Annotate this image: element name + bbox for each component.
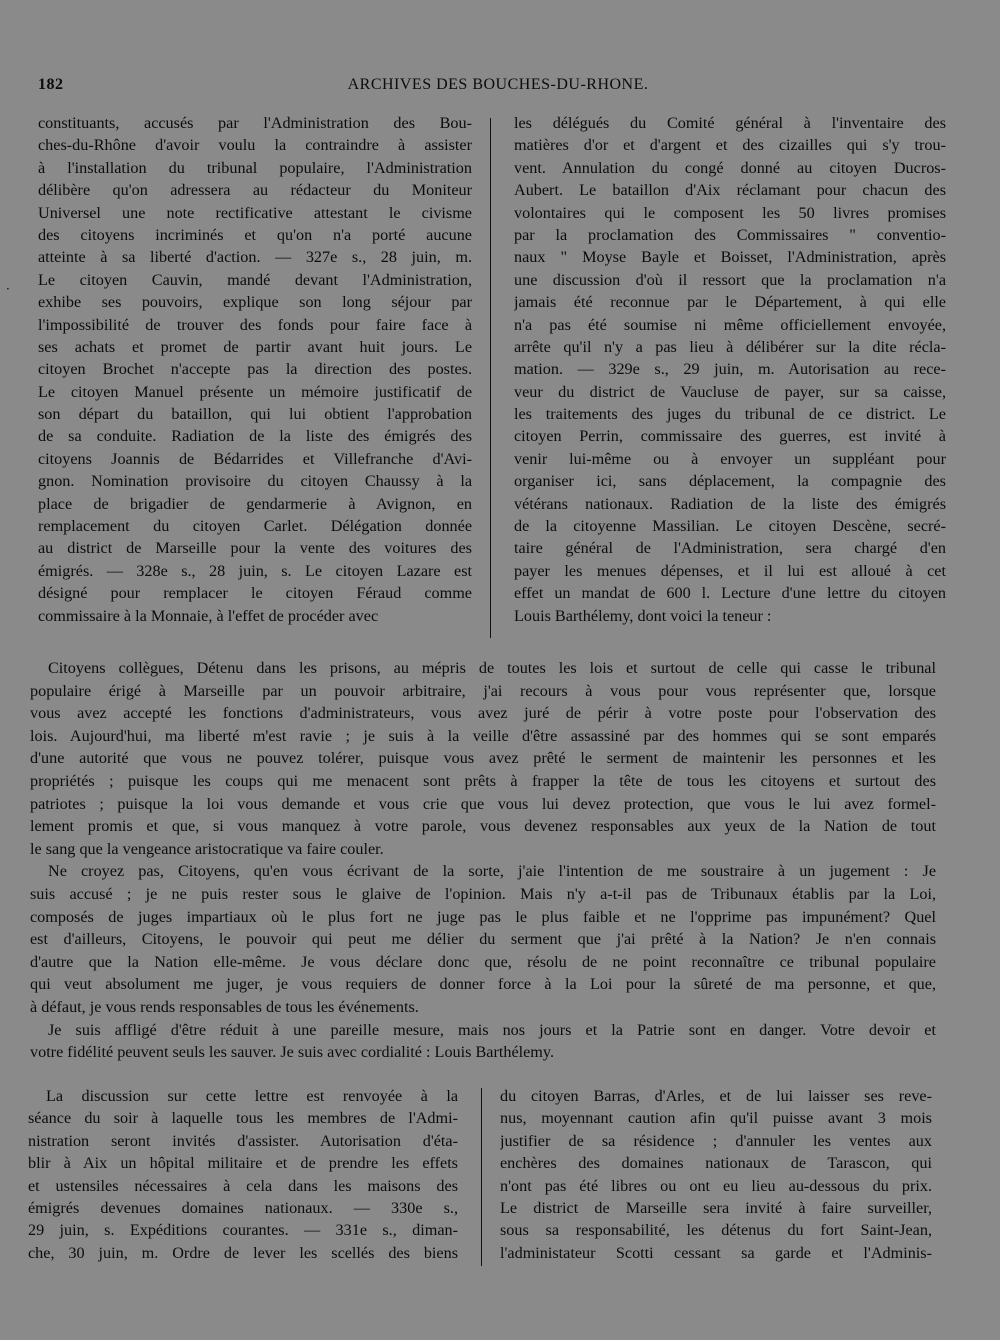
text-line: nus, moyennant caution afin qu'il puisse avant 3 mois bbox=[500, 1109, 932, 1128]
text-line: patriotes ; puisque la loi vous demande et vous crie que vous lui devez protection, que vous le lui avez formel- bbox=[30, 794, 936, 813]
text-line: commissaire à la Monnaie, à l'effet de procéder avec bbox=[38, 606, 379, 625]
text-line: Universel une note rectificative attestant le civisme bbox=[38, 203, 472, 222]
page-header bbox=[38, 76, 958, 100]
text-line: votre fidélité peuvent seuls les sauver. Je suis avec cordialité : Louis Barthélemy. bbox=[30, 1043, 554, 1062]
text-line: citoyen Perrin, commissaire des guerres, est invité à bbox=[514, 427, 946, 446]
text-line: vent. Annulation du congé donné au citoyen Ducros- bbox=[514, 158, 946, 177]
text-line: citoyen Brochet n'accepte pas la direction des postes. bbox=[38, 360, 472, 379]
text-line: séance du soir à laquelle tous les membres de l'Admi- bbox=[28, 1109, 458, 1128]
text-line: le sang que la vengeance aristocratique va faire couler. bbox=[30, 839, 384, 858]
column-divider-bottom bbox=[481, 1088, 482, 1266]
text-line: enchères des domaines nationaux de Tarascon, qui bbox=[500, 1154, 932, 1173]
text-line: vous avez accepté les fonctions d'administrateurs, vous avez juré de périr à votre poste pour l'observation des bbox=[30, 704, 936, 723]
text-line: Ne croyez pas, Citoyens, qu'en vous écrivant de la sorte, j'aie l'intention de me soustraire à un jugement : Je bbox=[48, 862, 936, 881]
text-line: Aubert. Le bataillon d'Aix réclamant pour chacun des bbox=[514, 181, 946, 200]
text-line: naux " Moyse Bayle et Boisset, l'Administration, après bbox=[514, 248, 946, 267]
text-line: et ustensiles nécessaires à cela dans les maisons des bbox=[28, 1176, 458, 1195]
text-line: une discussion d'où il ressort que la proclamation n'a bbox=[514, 270, 946, 289]
text-line: de sa conduite. Radiation de la liste des émigrés des bbox=[38, 427, 472, 446]
text-line: Louis Barthélemy, dont voici la teneur : bbox=[514, 606, 772, 625]
text-line: constituants, accusés par l'Administration des Bou- bbox=[38, 114, 472, 132]
column-divider-top bbox=[490, 118, 491, 638]
text-line: émigrés. — 328e s., 28 juin, s. Le citoyen Lazare est bbox=[38, 561, 472, 580]
running-title: ARCHIVES DES BOUCHES-DU-RHONE. bbox=[347, 76, 649, 93]
text-line: populaire érigé à Marseille par un pouvoir arbitraire, j'ai recours à vous pour vous représenter que, lorsque bbox=[30, 681, 936, 700]
text-line: sous sa responsabilité, les détenus du fort Saint-Jean, bbox=[500, 1221, 932, 1240]
text-line: est d'ailleurs, Citoyens, le pouvoir qui peut me délier du serment que j'ai prêté à la Nation? Je n'en connais bbox=[30, 930, 936, 949]
text-line: n'ont pas été libres ou ont eu lieu au-dessous du prix. bbox=[500, 1176, 932, 1195]
text-line: atteinte à sa liberté d'action. — 327e s., 28 juin, m. bbox=[38, 248, 472, 267]
text-line: son départ du bataillon, qui lui obtient l'approbation bbox=[38, 405, 472, 424]
text-line: blir à Aix un hôpital militaire et de prendre les effets bbox=[28, 1154, 458, 1173]
text-line: à défaut, je vous rends responsables de tous les événements. bbox=[30, 997, 419, 1016]
bottom-right-column bbox=[500, 1085, 932, 1264]
text-line: matières d'or et d'argent et des cizailles qui s'y trou- bbox=[514, 136, 946, 155]
text-line: l'impossibilité de trouver des fonds pour faire face à bbox=[38, 315, 472, 334]
text-line: citoyens Joannis de Bédarrides et Villefranche d'Avi- bbox=[38, 449, 472, 468]
text-line: n'a pas été soumise ni même officiellement envoyée, bbox=[514, 315, 946, 334]
text-line: ses achats et promet de partir avant huit jours. Le bbox=[38, 337, 472, 356]
text-line: che, 30 juin, m. Ordre de lever les scellés des biens bbox=[28, 1243, 458, 1262]
top-left-column bbox=[38, 112, 472, 627]
text-line: Le district de Marseille sera invité à faire surveiller, bbox=[500, 1198, 932, 1217]
text-line: vétérans nationaux. Radiation de la liste des émigrés bbox=[514, 494, 946, 513]
text-line: lement promis et que, si vous manquez à votre parole, vous devenez responsables aux yeux de la Nation de tout bbox=[30, 817, 936, 836]
text-line: gnon. Nomination provisoire du citoyen Chaussy à la bbox=[38, 472, 472, 491]
text-line: composés de juges impartiaux où le plus fort ne juge pas le plus faible et ne l'opprime pas impunément? Quel bbox=[30, 907, 936, 926]
bottom-left-column bbox=[28, 1085, 458, 1264]
text-line: place de brigadier de gendarmerie à Avignon, en bbox=[38, 494, 472, 513]
text-line: au district de Marseille pour la vente des voitures des bbox=[38, 539, 472, 558]
text-line: du citoyen Barras, d'Arles, et de lui laisser ses reve- bbox=[500, 1087, 932, 1105]
text-line: arrête qu'il n'y a pas lieu à délibérer sur la dite récla- bbox=[514, 337, 946, 356]
margin-mark: · bbox=[6, 282, 10, 296]
text-line: lois. Aujourd'hui, ma liberté m'est ravie ; je suis à la veille d'être assassiné par des hommes qui se sont emparés bbox=[30, 726, 936, 745]
text-line: remplacement du citoyen Carlet. Délégation donnée bbox=[38, 517, 472, 536]
text-line: jamais été reconnue par le Département, à qui elle bbox=[514, 293, 946, 312]
text-line: qui veut absolument me juger, je vous requiers de donner force à la Loi pour la sûreté de ma personne, et que, bbox=[30, 975, 936, 994]
text-line: ches-du-Rhône d'avoir voulu la contraindre à assister bbox=[38, 136, 472, 155]
text-line: de la citoyenne Massilian. Le citoyen Descène, secré- bbox=[514, 517, 946, 536]
text-line: à l'installation du tribunal populaire, l'Administration bbox=[38, 158, 472, 177]
text-line: veur du district de Vaucluse de payer, sur sa caisse, bbox=[514, 382, 946, 401]
text-line: d'une autorité que vous ne pouvez tolérer, puisque vous avez prêté le serment de maintenir les personnes et les bbox=[30, 749, 936, 768]
text-line: des citoyens incriminés et qu'on n'a porté aucune bbox=[38, 225, 472, 244]
text-line: propriétés ; puisque les coups qui me menacent sont prêts à frapper la tête de tous les citoyens et surtout des bbox=[30, 771, 936, 790]
text-line: exhibe ses pouvoirs, explique son long séjour par bbox=[38, 293, 472, 312]
text-line: 29 juin, s. Expéditions courantes. — 331e s., diman- bbox=[28, 1221, 458, 1240]
text-line: émigrés devenues domaines nationaux. — 330e s., bbox=[28, 1198, 458, 1217]
text-line: organiser ici, sans déplacement, la compagnie des bbox=[514, 472, 946, 491]
text-line: mation. — 329e s., 29 juin, m. Autorisation au rece- bbox=[514, 360, 946, 379]
text-line: Le citoyen Cauvin, mandé devant l'Administration, bbox=[38, 270, 472, 289]
text-line: effet un mandat de 600 l. Lecture d'une lettre du citoyen bbox=[514, 584, 946, 603]
text-line: délibère qu'on adressera au rédacteur du Moniteur bbox=[38, 181, 472, 200]
text-line: justifier de sa résidence ; d'annuler les ventes aux bbox=[500, 1131, 932, 1150]
text-line: nistration seront invités d'assister. Autorisation d'éta- bbox=[28, 1131, 458, 1150]
text-line: payer les menues dépenses, et il lui est alloué à cet bbox=[514, 561, 946, 580]
text-line: taire général de l'Administration, sera chargé d'en bbox=[514, 539, 946, 558]
text-line: les traitements des juges du tribunal de ce district. Le bbox=[514, 405, 946, 424]
page-number: 182 bbox=[38, 76, 64, 93]
text-line: d'autre que la Nation elle-même. Je vous déclare donc que, résolu de ne point reconnaître ce tribunal populaire bbox=[30, 952, 936, 971]
text-line: les délégués du Comité général à l'inventaire des bbox=[514, 114, 946, 132]
text-line: Le citoyen Manuel présente un mémoire justificatif de bbox=[38, 382, 472, 401]
quoted-letter bbox=[30, 657, 936, 1064]
text-line: Citoyens collègues, Détenu dans les prisons, au mépris de toutes les lois et surtout de celle qui casse le tribunal bbox=[48, 659, 936, 677]
text-line: par la proclamation des Commissaires " conventio- bbox=[514, 225, 946, 244]
text-line: volontaires qui le composent les 50 livres promises bbox=[514, 203, 946, 222]
top-right-column bbox=[514, 112, 946, 627]
text-line: venir lui-même ou à envoyer un suppléant pour bbox=[514, 449, 946, 468]
text-line: désigné pour remplacer le citoyen Féraud comme bbox=[38, 584, 472, 603]
text-line: La discussion sur cette lettre est renvoyée à la bbox=[46, 1087, 458, 1105]
text-line: suis accusé ; je ne puis rester sous le glaive de l'opinion. Mais n'y a-t-il pas de Tribunaux établis par la Loi, bbox=[30, 884, 936, 903]
text-line: l'administateur Scotti cessant sa garde et l'Adminis- bbox=[500, 1243, 932, 1262]
text-line: Je suis affligé d'être réduit à une pareille mesure, mais nos jours et la Patrie sont en danger. Votre devoir et bbox=[48, 1020, 936, 1039]
